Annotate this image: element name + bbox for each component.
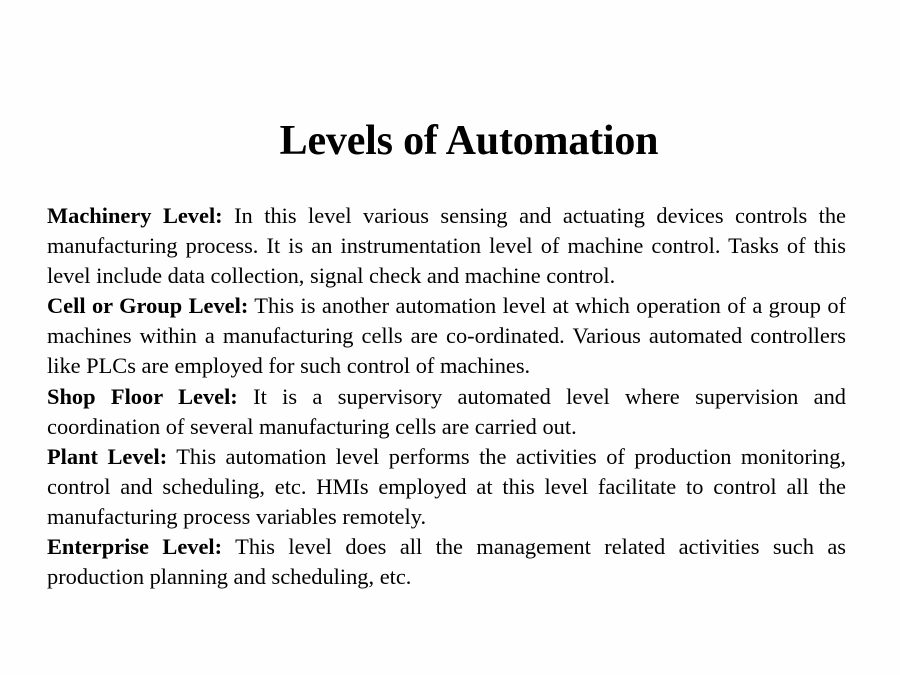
section-term: Enterprise Level: — [47, 534, 223, 560]
section-text: This is another automation level at which operation of a group of machines within a manufacturing cells are co-ordinated. Various automated controllers like PLCs are employed for such control of machines. — [47, 293, 846, 379]
section-text: It is a supervisory automated level where supervision and coordination of several manufacturing cells are carried out. — [47, 383, 846, 439]
section-cell-or-group-level — [47, 291, 846, 381]
section-term: Machinery Level: — [47, 203, 223, 228]
slide-title: Levels of Automation — [279, 118, 659, 164]
section-term: Shop Floor Level: — [47, 383, 238, 409]
section-shop-floor-level — [47, 382, 846, 442]
section-machinery-level — [47, 201, 846, 291]
section-text: In this level various sensing and actuating devices controls the manufacturing process. It is an instrumentation level of machine control. Tasks of this level include data collection, signal check and machine control. — [47, 203, 846, 289]
slide-body — [47, 201, 846, 592]
section-term: Cell or Group Level: — [47, 293, 249, 319]
section-plant-level — [47, 442, 846, 532]
section-term: Plant Level: — [47, 443, 168, 469]
section-enterprise-level — [47, 532, 846, 592]
section-text: This automation level performs the activities of production monitoring, control and scheduling, etc. HMIs employed at this level facilitate to control all the manufacturing process variables remotely. — [47, 443, 846, 529]
section-text: This level does all the management related activities such as production planning and scheduling, etc. — [47, 534, 846, 590]
